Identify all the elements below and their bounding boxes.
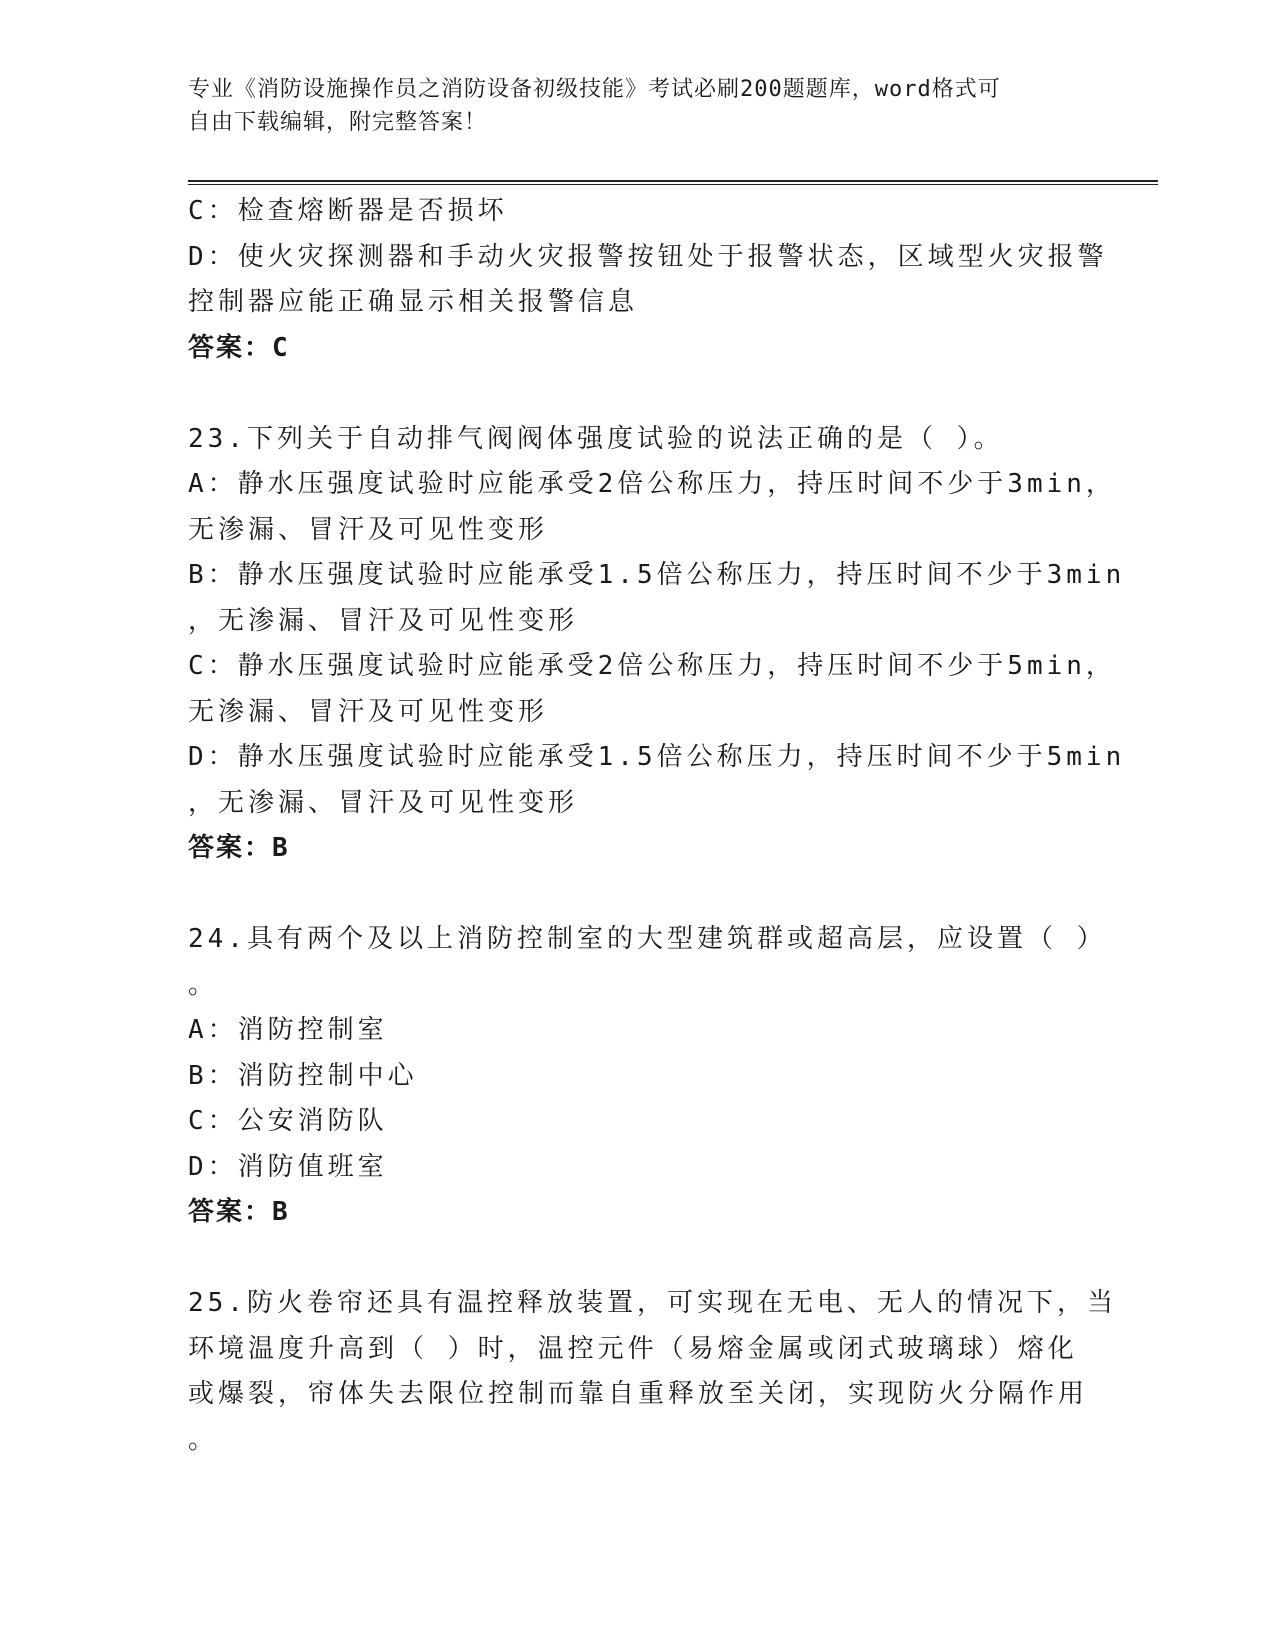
text-line: D：消防值班室	[188, 1151, 388, 1182]
document-body	[188, 189, 1126, 1463]
header-line-1: 专业《消防设施操作员之消防设备初级技能》考试必刷200题题库，word格式可	[188, 77, 1001, 102]
blank-line	[188, 371, 1088, 417]
text-line: A：静水压强度试验时应能承受2倍公称压力，持压时间不少于3min，	[188, 469, 1116, 499]
blank-line	[188, 872, 1088, 918]
text-line: 。	[188, 969, 219, 1000]
answer-line: 答案：B	[188, 833, 290, 863]
answer-line: 答案：B	[188, 1197, 290, 1227]
blank-line	[188, 1236, 1088, 1282]
text-line: C：静水压强度试验时应能承受2倍公称压力，持压时间不少于5min，	[188, 651, 1116, 681]
text-line: ，无渗漏、冒汗及可见性变形	[188, 605, 579, 636]
header-divider	[188, 180, 1158, 185]
text-line: B：消防控制中心	[188, 1060, 418, 1091]
text-line: 无渗漏、冒汗及可见性变形	[188, 696, 549, 727]
text-line: C：公安消防队	[188, 1106, 388, 1136]
text-line: 无渗漏、冒汗及可见性变形	[188, 514, 549, 545]
text-line: 控制器应能正确显示相关报警信息	[188, 287, 639, 317]
text-line: 。	[188, 1424, 219, 1455]
text-line: C：检查熔断器是否损坏	[188, 196, 508, 226]
text-line: A：消防控制室	[188, 1015, 388, 1045]
text-line: D：静水压强度试验时应能承受1.5倍公称压力，持压时间不少于5min	[188, 742, 1126, 772]
text-line: D：使火灾探测器和手动火灾报警按钮处于报警状态，区域型火灾报警	[188, 241, 1108, 272]
answer-line: 答案：C	[188, 332, 290, 363]
text-line: 23.下列关于自动排气阀阀体强度试验的说法正确的是（ ）。	[188, 423, 1004, 454]
text-line: 或爆裂，帘体失去限位控制而靠自重释放至关闭，实现防火分隔作用	[188, 1379, 1089, 1409]
text-line: B：静水压强度试验时应能承受1.5倍公称压力，持压时间不少于3min	[188, 560, 1126, 590]
text-line: 25.防火卷帘还具有温控释放装置，可实现在无电、无人的情况下，当	[188, 1288, 1117, 1318]
page-header	[188, 73, 1088, 139]
text-line: 环境温度升高到（ ）时，温控元件（易熔金属或闭式玻璃球）熔化	[188, 1333, 1078, 1364]
header-line-2: 自由下载编辑，附完整答案！	[188, 110, 488, 135]
text-line: 24.具有两个及以上消防控制室的大型建筑群或超高层，应设置（ ）	[188, 924, 1107, 954]
text-line: ，无渗漏、冒汗及可见性变形	[188, 787, 579, 818]
